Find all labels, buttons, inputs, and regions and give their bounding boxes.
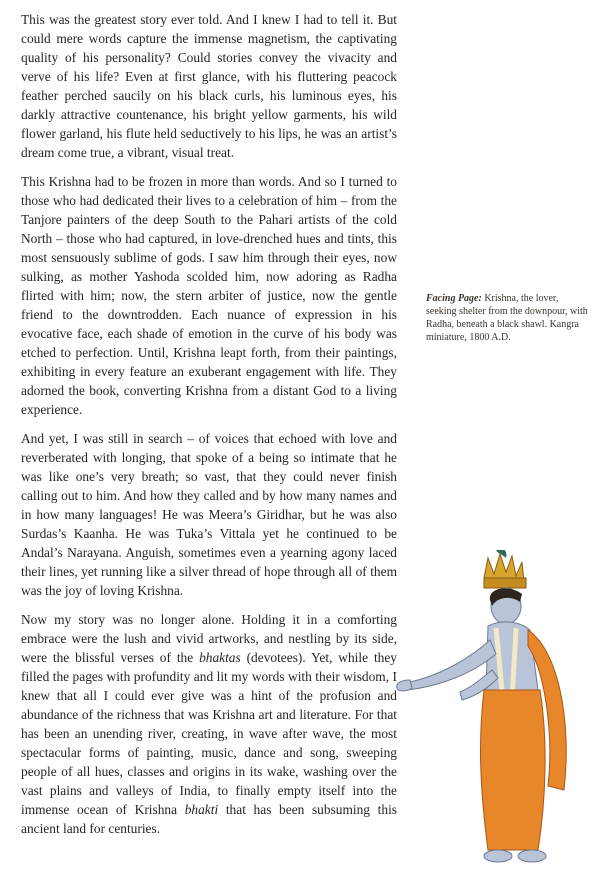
article-body (21, 10, 397, 848)
krishna-illustration (388, 550, 600, 870)
orange-robe (481, 690, 546, 850)
caption-label: Facing Page: (426, 293, 482, 304)
italic-term: bhaktas (199, 650, 241, 665)
right-foot (518, 850, 546, 862)
caption-text: Krishna, the lover, seeking shelter from the downpour, with Radha, beneath a black shawl. Kangra miniature, 1800 A.D. (426, 293, 588, 343)
italic-term: bhakti (184, 802, 219, 817)
left-foot (484, 850, 512, 862)
figure-caption (426, 292, 590, 344)
paragraph-2: This Krishna had to be frozen in more than words. And so I turned to those who had dedicated their lives to a celebration of him – from the Tanjore painters of the deep South to the Pahari artists of the cold North – those who had captured, in love-drenched hues and tints, this most sensuously sublime of gods. I saw him through their eyes, now sulking, as mother Yashoda scolded him, now adoring as Radha flirted with him; now, the stern arbiter of justice, now the gentle friend to the downtrodden. Each nuance of expression in his evocative face, each shade of emotion in the curve of his body was etched to perfection. Until, Krishna leapt forth, from their paintings, exhibiting in every feature an exuberant engagement with life. They adorned the book, converting Krishna from a distant God to a living experience. (21, 174, 397, 417)
paragraph-4: Now my story was no longer alone. Holding it in a comforting embrace were the lush and vivid artworks, and nestling by its side, were the blissful verses of the bhaktas (devotees). Yet, while they filled the pages with profundity and lit my words with their wisdom, I knew that all I could ever give was a hint of the profusion and abundance of the richness that was Krishna art and literature. For that has been an unending river, creating, in wave after wave, the most spectacular forms of painting, music, dance and song, sweeping people of all hues, classes and origins in its wake, washing over the vast plains and valleys of India, to finally empty itself into the immense ocean of Krishna bhakti that has been subsuming this ancient land for centuries. (21, 612, 397, 836)
paragraph-1: This was the greatest story ever told. And I knew I had to tell it. But could mere words capture the immense magnetism, the captivating quality of his personality? Could stories convey the vivacity and verve of his life? Even at first glance, with his fluttering peacock feather perched saucily on his black curls, his luminous eyes, his darkly attractive countenance, his bright yellow garments, his wild flower garland, his flute held seductively to his lips, he was an artist’s dream come true, a vibrant, visual treat. (21, 12, 397, 160)
paragraph-3: And yet, I was still in search – of voices that echoed with love and reverberated with longing, that spoke of a being so intimate that he was like one’s very breath; so vast, that they could never finish calling out to him. And how they called and by how many names and in how many languages! He was Meera’s Giridhar, but he was also Surdas’s Kaanha. He was Tuka’s Vittala yet he continued to be Andal’s Narayana. Anguish, sometimes even a yearning agony laced their lines, yet running like a silver thread of hope through all of them was the joy of loving Krishna. (21, 431, 397, 598)
crown (484, 550, 526, 588)
